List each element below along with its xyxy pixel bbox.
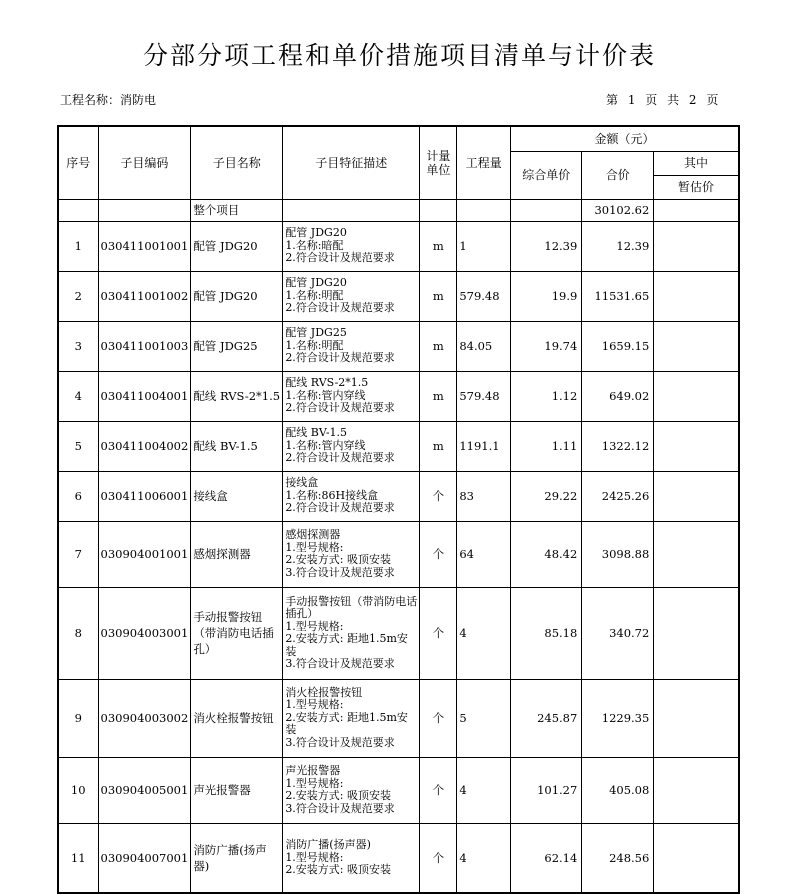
header-provisional: 暂估价 [654,175,739,199]
row-price: 19.74 [511,321,582,371]
row-total: 340.72 [582,587,654,679]
row-desc-line: 2.符合设计及规范要求 [285,351,395,365]
row-name: 接线盒 [191,471,283,521]
row-unit: m [420,271,457,321]
row-name: 消火栓报警按钮 [191,679,283,757]
row-desc-line: 2.符合设计及规范要求 [285,301,395,315]
row-provisional [654,757,739,823]
row-desc-line: 1.型号规格: [285,540,344,554]
row-qty: 1 [457,221,511,271]
table-row [58,587,739,679]
row-code: 030904001001 [98,521,191,587]
row-desc-line: 消火栓报警按钮 [285,685,363,699]
row-qty: 4 [457,757,511,823]
row-desc-line: 3.符合设计及规范要求 [285,657,395,670]
row-desc-line: 1.型号规格: [285,698,344,712]
row-unit: 个 [420,757,457,823]
row-desc-line: 声光报警器 [285,764,341,777]
row-seq: 3 [58,321,98,371]
row-desc-line: 2.安装方式: 吸顶安装 [285,863,392,876]
row-qty: 84.05 [457,321,511,371]
table-row [58,757,739,823]
row-code: 030904005001 [98,757,191,823]
row-seq: 10 [58,757,98,823]
row-desc-line: 2.安装方式: 吸顶安装 [285,789,392,802]
row-desc-line: 1.名称:明配 [285,288,344,302]
row-seq: 11 [58,823,98,893]
row-seq: 9 [58,679,98,757]
row-code: 030904003002 [98,679,191,757]
row-provisional [654,823,739,893]
row-name: 配线 BV-1.5 [191,421,283,471]
table-row [58,679,739,757]
row-desc-line: 配管 JDG20 [285,276,347,290]
row-code: 030411004001 [98,371,191,421]
bill-table [57,125,740,894]
row-price: 29.22 [511,471,582,521]
row-name: 手动报警按钮（带消防电话插孔） [191,587,283,679]
row-name: 配管 JDG25 [191,321,283,371]
row-desc-line: 配管 JDG25 [285,326,347,340]
row-code: 030411004002 [98,421,191,471]
row-desc-line: 配线 BV-1.5 [285,426,348,440]
row-desc [283,471,420,521]
row-price: 85.18 [511,587,582,679]
row-qty: 64 [457,521,511,587]
row-desc [283,679,420,757]
row-code: 030411006001 [98,471,191,521]
header-code: 子目编码 [98,126,191,199]
row-total: 1322.12 [582,421,654,471]
row-seq: 2 [58,271,98,321]
row-total: 11531.65 [582,271,654,321]
row-total: 12.39 [582,221,654,271]
header-amount: 金额（元） [511,126,739,151]
row-desc [283,271,420,321]
row-desc-line: 2.符合设计及规范要求 [285,451,395,465]
row-desc-line: 配管 JDG20 [285,226,347,240]
row-provisional [654,679,739,757]
row-name: 声光报警器 [191,757,283,823]
row-desc [283,521,420,587]
header-unit-text: 计量单位 [426,148,451,177]
row-code: 030411001003 [98,321,191,371]
row-desc-line: 消防广播(扬声器) [285,838,371,851]
row-desc-line: 1.名称:暗配 [285,238,344,252]
row-name: 感烟探测器 [191,521,283,587]
table-row [58,271,739,321]
row-seq: 5 [58,421,98,471]
row-provisional [654,221,739,271]
header-desc: 子目特征描述 [283,126,420,199]
row-total: 248.56 [582,823,654,893]
row-desc-line: 2.符合设计及规范要求 [285,251,395,265]
row-desc-line: 3.符合设计及规范要求 [285,565,395,579]
row-code: 030411001002 [98,271,191,321]
row-provisional [654,521,739,587]
row-price: 1.11 [511,421,582,471]
table-row [58,823,739,893]
header-unit [420,126,457,199]
row-provisional [654,471,739,521]
row-qty: 1191.1 [457,421,511,471]
table-row [58,521,739,587]
row-provisional [654,271,739,321]
row-desc-line: 1.型号规格: [285,850,344,864]
row-desc-line: 1.名称:86H接线盒 [285,488,379,502]
row-code: 030904007001 [98,823,191,893]
row-desc-line: 感烟探测器 [285,528,341,541]
row-total: 1229.35 [582,679,654,757]
row-price: 62.14 [511,823,582,893]
row-desc [283,421,420,471]
row-desc-line: 1.型号规格: [285,776,344,790]
row-desc-line: 1.型号规格: [285,619,344,633]
row-price: 19.9 [511,271,582,321]
row-name: 消防广播(扬声器) [191,823,283,893]
row-total: 2425.26 [582,471,654,521]
header-seq: 序号 [58,126,98,199]
row-total: 3098.88 [582,521,654,587]
summary-total: 30102.62 [582,199,654,221]
row-desc-line: 2.符合设计及规范要求 [285,501,395,515]
row-provisional [654,587,739,679]
row-price: 48.42 [511,521,582,587]
row-seq: 4 [58,371,98,421]
row-desc-line: 3.符合设计及规范要求 [285,735,395,749]
row-price: 245.87 [511,679,582,757]
row-code: 030904003001 [98,587,191,679]
row-desc [283,823,420,893]
row-desc [283,757,420,823]
row-provisional [654,371,739,421]
row-desc-line: 2.安装方式: 距地1.5m安装 [285,632,408,658]
row-desc [283,321,420,371]
row-seq: 1 [58,221,98,271]
row-desc-line: 2.符合设计及规范要求 [285,401,395,415]
row-price: 101.27 [511,757,582,823]
row-unit: m [420,321,457,371]
table-row [58,321,739,371]
row-unit: 个 [420,679,457,757]
row-qty: 4 [457,587,511,679]
row-name: 配线 RVS-2*1.5 [191,371,283,421]
row-unit: 个 [420,823,457,893]
row-unit: 个 [420,521,457,587]
row-price: 1.12 [511,371,582,421]
table-row [58,421,739,471]
header-total: 合价 [582,151,654,199]
row-seq: 7 [58,521,98,587]
row-seq: 6 [58,471,98,521]
row-desc [283,371,420,421]
row-qty: 83 [457,471,511,521]
row-total: 405.08 [582,757,654,823]
row-seq: 8 [58,587,98,679]
header-qty: 工程量 [457,126,511,199]
row-code: 030411001001 [98,221,191,271]
row-qty: 579.48 [457,371,511,421]
row-price: 12.39 [511,221,582,271]
row-total: 1659.15 [582,321,654,371]
row-desc-line: 3.符合设计及规范要求 [285,801,395,815]
summary-row [58,199,739,221]
row-desc [283,587,420,679]
row-desc-line: 2.安装方式: 距地1.5m安装 [285,710,408,737]
row-provisional [654,321,739,371]
row-desc-line: 1.名称:管内穿线 [285,388,366,402]
row-unit: 个 [420,587,457,679]
summary-name: 整个项目 [191,199,283,221]
row-name: 配管 JDG20 [191,271,283,321]
table-row [58,471,739,521]
row-total: 649.02 [582,371,654,421]
table-row [58,221,739,271]
header-name: 子目名称 [191,126,283,199]
row-unit: 个 [420,471,457,521]
project-name: 工程名称：消防电 [60,93,157,107]
row-desc-line: 2.安装方式: 吸顶安装 [285,553,392,566]
row-unit: m [420,221,457,271]
row-qty: 579.48 [457,271,511,321]
page-title: 分部分项工程和单价措施项目清单与计价表 [142,41,656,70]
row-desc [283,221,420,271]
row-unit: m [420,371,457,421]
row-provisional [654,421,739,471]
row-name: 配管 JDG20 [191,221,283,271]
row-qty: 5 [457,679,511,757]
header-unit-price: 综合单价 [511,151,582,199]
header-of-which: 其中 [654,151,739,175]
row-desc-line: 手动报警按钮（带消防电话插孔） [285,594,418,620]
table-row [58,371,739,421]
row-unit: m [420,421,457,471]
row-qty: 4 [457,823,511,893]
row-desc-line: 接线盒 [285,476,319,490]
row-desc-line: 1.名称:管内穿线 [285,438,366,452]
row-desc-line: 配线 RVS-2*1.5 [285,376,369,390]
row-desc-line: 1.名称:明配 [285,338,344,352]
page-info: 第 1 页 共 2 页 [606,93,719,107]
